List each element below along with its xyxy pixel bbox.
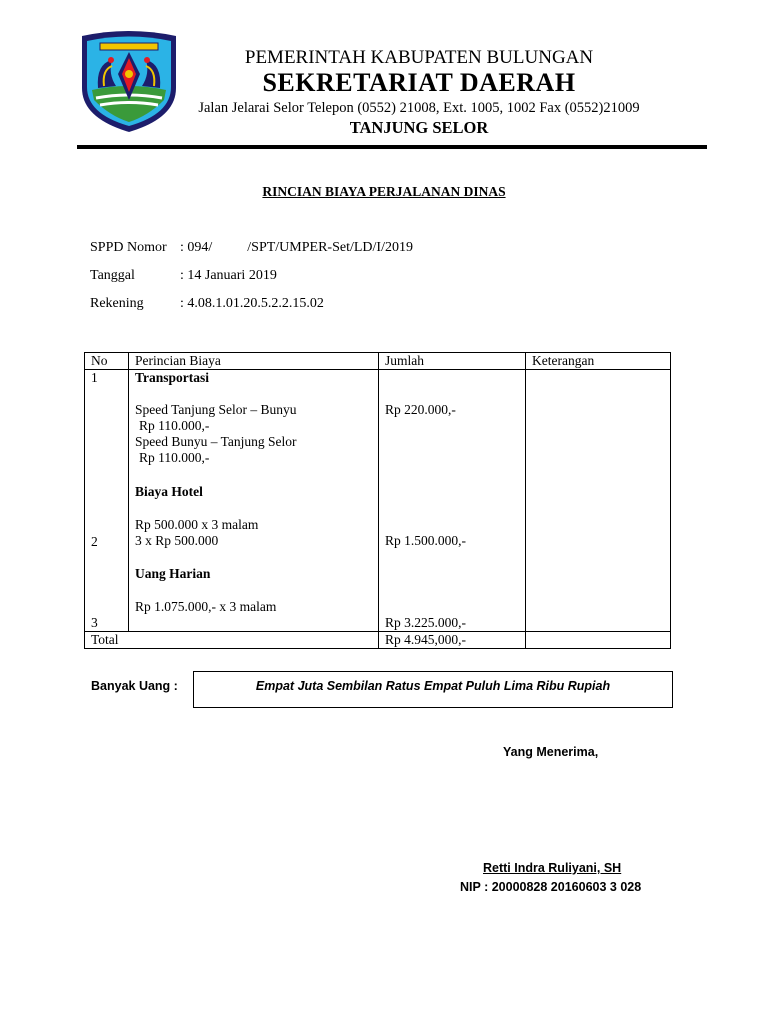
row-number: 2 [91, 534, 98, 549]
receiver-label: Yang Menerima, [503, 745, 599, 759]
header-description: Perincian Biaya [129, 353, 379, 370]
sppd-number-label: SPPD Nomor [90, 240, 167, 255]
hotel-line: Rp 500.000 x 3 malam [135, 517, 259, 532]
header-amount: Jumlah [379, 353, 526, 370]
sppd-number-value: : 094/ /SPT/UMPER-Set/LD/I/2019 [180, 240, 413, 255]
transport-line: Speed Bunyu – Tanjung Selor [135, 434, 297, 449]
table-row [85, 370, 671, 632]
account-value: : 4.08.1.01.20.5.2.2.15.02 [180, 296, 324, 311]
total-label: Total [85, 632, 379, 649]
amount-value: Rp 1.500.000,- [385, 533, 466, 548]
signatory-name: Retti Indra Ruliyani, SH [483, 861, 622, 875]
letterhead-city: TANJUNG SELOR [349, 118, 489, 137]
amount-in-words-label: Banyak Uang : [91, 679, 178, 693]
date-label: Tanggal [90, 268, 135, 283]
daily-line: Rp 1.075.000,- x 3 malam [135, 599, 277, 614]
amount-value: Rp 220.000,- [385, 402, 456, 417]
letterhead-address: Jalan Jelarai Selor Telepon (0552) 21008, Ext. 1005, 1002 Fax (0552)21009 [198, 100, 640, 116]
transport-line: Speed Tanjung Selor – Bunyu [135, 402, 297, 417]
row-number: 3 [91, 615, 98, 630]
cost-table [84, 352, 671, 649]
transport-line: Rp 110.000,- [139, 450, 210, 465]
header-notes: Keterangan [526, 353, 671, 370]
account-label: Rekening [90, 296, 144, 311]
hotel-line: 3 x Rp 500.000 [135, 533, 219, 548]
number-cell [85, 370, 129, 632]
letterhead-government: PEMERINTAH KABUPATEN BULUNGAN [244, 47, 594, 68]
total-notes-cell [526, 632, 671, 649]
amount-cell [379, 370, 526, 632]
letterhead-secretariat: SEKRETARIAT DAERAH [262, 68, 576, 97]
table-header-row [85, 353, 671, 370]
description-cell [129, 370, 379, 632]
amount-value: Rp 3.225.000,- [385, 615, 466, 630]
total-amount: Rp 4.945,000,- [379, 632, 526, 649]
notes-cell [526, 370, 671, 632]
amount-in-words-box: Empat Juta Sembilan Ratus Empat Puluh Lima Ribu Rupiah [193, 671, 673, 708]
date-value: : 14 Januari 2019 [180, 268, 277, 283]
document-title: RINCIAN BIAYA PERJALANAN DINAS [262, 184, 506, 199]
hotel-heading: Biaya Hotel [135, 484, 203, 499]
row-number: 1 [91, 370, 98, 385]
daily-heading: Uang Harian [135, 566, 211, 581]
total-row [85, 632, 671, 649]
letterhead-divider [77, 145, 707, 149]
header-no: No [85, 353, 129, 370]
transport-heading: Transportasi [135, 370, 210, 385]
transport-line: Rp 110.000,- [139, 418, 210, 433]
signatory-nip: NIP : 20000828 20160603 3 028 [460, 880, 642, 894]
